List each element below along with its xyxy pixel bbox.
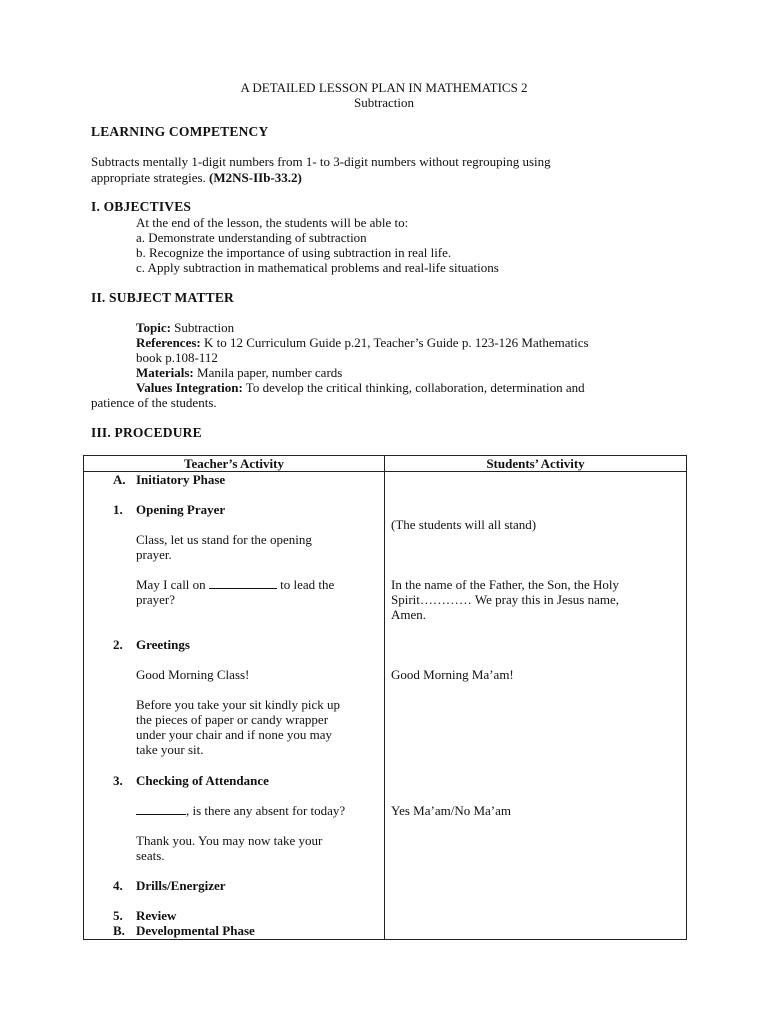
table-header-row [84,456,687,472]
step-2-title: Greetings [136,637,190,652]
topic-line [136,320,234,335]
teacher-prayer-line-2: prayer. [136,547,172,562]
teacher-thanks-line-1: Thank you. You may now take your [136,833,323,848]
subject-matter-heading: II. SUBJECT MATTER [91,290,235,305]
materials-label: Materials: [136,365,194,380]
materials-value: Manila paper, number cards [197,365,343,380]
phase-a-title: Initiatory Phase [136,472,226,487]
phase-b-letter: B. [113,923,125,938]
references-line [136,335,589,350]
name-blank [209,577,277,589]
competency-line-1: Subtracts mentally 1-digit numbers from 1- to 3-digit numbers without regrouping using [91,154,551,169]
student-prayer-line-2: Spirit………… We pray this in Jesus name, [391,592,620,607]
teacher-activity-cell [84,472,385,940]
phase-a-letter: A. [113,472,126,487]
student-prayer-line-1: In the name of the Father, the Son, the Holy [391,577,620,592]
procedure-heading: III. PROCEDURE [91,425,202,440]
document-title: A DETAILED LESSON PLAN IN MATHEMATICS 2 [240,80,528,95]
student-prayer-line-3: Amen. [391,607,427,622]
objectives-heading: I. OBJECTIVES [91,199,192,214]
student-greeting: Good Morning Ma’am! [391,667,514,682]
teacher-call-text-a: May I call on [136,577,206,592]
topic-label: Topic: [136,320,171,335]
references-label: References: [136,335,201,350]
table-row [84,472,687,940]
teacher-sit-line-2: the pieces of paper or candy wrapper [136,712,329,727]
step-1-title: Opening Prayer [136,502,226,517]
step-3-title: Checking of Attendance [136,773,269,788]
teacher-absent-text: , is there any absent for today? [186,803,346,818]
objective-item-c: c. Apply subtraction in mathematical problems and real-life situations [136,260,499,275]
teacher-call-line-1 [136,577,334,592]
step-4-number: 4. [113,878,123,893]
procedure-table [83,455,687,940]
document-subtitle: Subtraction [354,95,414,110]
teacher-call-line-2: prayer? [136,592,175,607]
student-stand: (The students will all stand) [391,517,537,532]
objectives-intro: At the end of the lesson, the students will be able to: [136,215,409,230]
competency-code: (M2NS-IIb-33.2) [209,170,302,185]
step-5-number: 5. [113,908,123,923]
competency-text: appropriate strategies. [91,170,206,185]
references-value: K to 12 Curriculum Guide p.21, Teacher’s Guide p. 123-126 Mathematics [203,335,589,350]
objective-item-a: a. Demonstrate understanding of subtraction [136,230,367,245]
topic-value: Subtraction [174,320,235,335]
step-3-number: 3. [113,773,123,788]
teacher-sit-line-1: Before you take your sit kindly pick up [136,697,340,712]
teacher-prayer-line-1: Class, let us stand for the opening [136,532,312,547]
student-name-blank [136,803,186,815]
competency-line-2 [91,170,302,185]
step-5-title: Review [136,908,177,923]
teacher-absent-line [136,803,345,818]
references-line-2: book p.108-112 [136,350,218,365]
step-1-number: 1. [113,502,123,517]
values-value: To develop the critical thinking, collaboration, determination and [245,380,585,395]
student-attendance: Yes Ma’am/No Ma’am [391,803,511,818]
students-activity-cell [385,472,687,940]
step-4-title: Drills/Energizer [136,878,226,893]
objective-item-b: b. Recognize the importance of using subtraction in real life. [136,245,452,260]
teacher-call-text-b: to lead the [280,577,335,592]
competency-heading: LEARNING COMPETENCY [91,124,269,139]
values-line-2: patience of the students. [91,395,217,410]
teacher-activity-header: Teacher’s Activity [84,456,385,472]
materials-line [136,365,342,380]
values-label: Values Integration: [136,380,243,395]
step-2-number: 2. [113,637,123,652]
values-line [136,380,585,395]
teacher-sit-line-3: under your chair and if none you may [136,727,333,742]
teacher-thanks-line-2: seats. [136,848,165,863]
teacher-greeting: Good Morning Class! [136,667,250,682]
students-activity-header: Students’ Activity [385,456,687,472]
phase-b-title: Developmental Phase [136,923,255,938]
teacher-sit-line-4: take your sit. [136,742,204,757]
